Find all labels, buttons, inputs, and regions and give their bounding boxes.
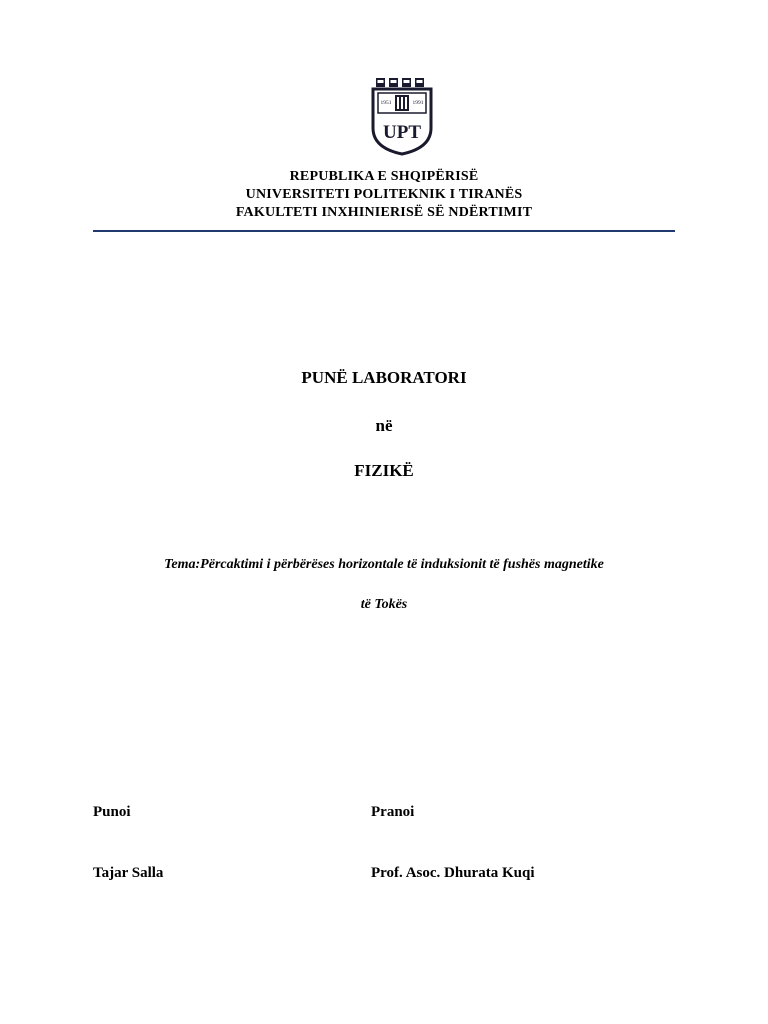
topic-line-2: të Tokës bbox=[360, 597, 408, 612]
svg-text:1991: 1991 bbox=[412, 100, 424, 106]
header-university: UNIVERSITETI POLITEKNIK I TIRANËS bbox=[245, 187, 523, 202]
svg-text:1951: 1951 bbox=[380, 100, 392, 106]
header-country: REPUBLIKA E SHQIPËRISË bbox=[289, 169, 479, 184]
topic-line-1: Tema:Përcaktimi i përbërëses horizontale të induksionit të fushës magnetike bbox=[164, 557, 604, 572]
document-title: PUNË LABORATORI bbox=[301, 368, 467, 387]
subject-title: FIZIKË bbox=[354, 461, 414, 480]
header-faculty: FAKULTETI INXHINIERISË SË NDËRTIMIT bbox=[235, 205, 533, 220]
topic-block bbox=[60, 545, 708, 625]
university-logo bbox=[370, 76, 434, 156]
header-divider bbox=[93, 230, 675, 232]
accepted-by-label: Pranoi bbox=[371, 804, 415, 820]
worked-by-label: Punoi bbox=[93, 804, 131, 820]
title-connector: në bbox=[375, 416, 393, 435]
institution-header bbox=[0, 168, 768, 222]
student-name: Tajar Salla bbox=[93, 865, 164, 881]
upt-seal-icon bbox=[370, 76, 434, 156]
svg-text:UPT: UPT bbox=[383, 122, 421, 143]
professor-name: Prof. Asoc. Dhurata Kuqi bbox=[371, 865, 535, 881]
